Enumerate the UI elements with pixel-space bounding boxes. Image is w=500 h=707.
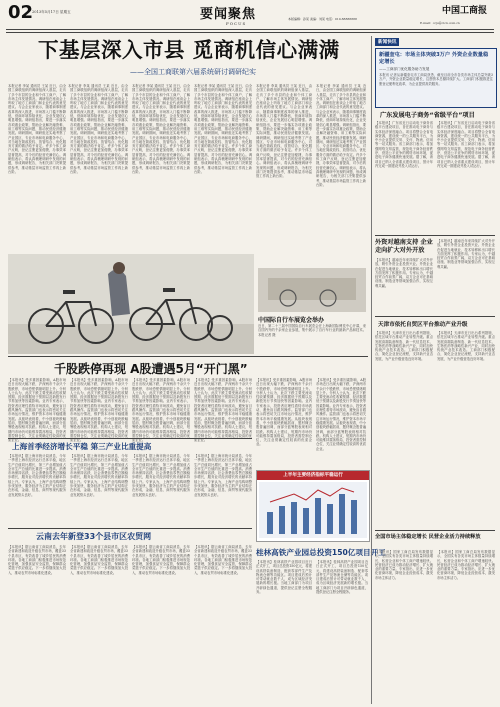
bicycle-illustration: [8, 254, 254, 354]
paper-name: 中国工商报: [442, 6, 488, 16]
sub-a-headline: 上海首季经济增长平稳 第三产业比重提高: [12, 442, 152, 451]
side-feature-box: [375, 48, 497, 108]
date-line: 2013年5月17日 星期五: [32, 10, 71, 14]
side-divider-2: [375, 316, 495, 317]
mid-col-4: 【本报讯】受多重因素影响，A股市场近日出现大幅下跌，沪深两市千余只个股跌停，市场恐慌情绪明显上升。分析人士认为，此次下跌主要受流动性收紧预期、经济数据低于预期以及新股发行节奏加快等因素影响。业内专家表示，投资者应理性看待市场波动，避免盲目跟风操作。监管部门也表示将密切关注市场运行情况，维护资本市场平稳健康发展。从板块表现看，中小创板块跌幅居前，题材概念股普遍回调，而部分蓝筹股表现相对抗跌。机构人士建议，短期内市场仍可能维持震荡格局，投资者需控制仓位，关注业绩确定性较高的优质企业。: [194, 378, 252, 443]
sub-b-col-4: 【本报讯】据云南省工商局消息，去年全省新建和改造升级农贸市场，覆盖33个县市区，有效改善了城乡居民的消费环境。各地工商部门积极推进市场规范化管理，加强食品安全监管，保障群众菜篮子供应稳定。下一步将继续加大投入，推动农贸市场标准化建设。: [194, 545, 252, 575]
side-feature-title: 新疆奎屯：市场主体突破3万户 外资企业数量稳定增长: [379, 52, 489, 65]
mid-headline: 千股跌停再现 A股遭遇5月“开门黑”: [54, 362, 248, 376]
sub-b-col-1: 【本报讯】据云南省工商局消息，去年全省新建和改造升级农贸市场，覆盖33个县市区，有效改善了城乡居民的消费环境。各地工商部门积极推进市场规范化管理，加强食品安全监管，保障群众菜篮子供应稳定。下一步将继续加大投入，推动农贸市场标准化建设。: [8, 545, 66, 575]
mid-col-6: 【本报讯】受多重因素影响，A股市场近日出现大幅下跌，沪深两市千余只个股跌停，市场恐慌情绪明显上升。分析人士认为，此次下跌主要受流动性收紧预期、经济数据低于预期以及新股发行节奏加快等因素影响。业内专家表示，投资者应理性看待市场波动，避免盲目跟风操作。监管部门也表示将密切关注市场运行情况，维护资本市场平稳健康发展。从板块表现看，中小创板块跌幅居前，题材概念股普遍回调，而部分蓝筹股表现相对抗跌。机构人士建议，短期内市场仍可能维持震荡格局，投资者需控制仓位，关注业绩确定性较高的优质企业。: [316, 378, 366, 451]
masthead-rule: [6, 29, 494, 30]
lead-col-3: 本报记者 李某 通讯员 王某 近日，由全国工商联组织的调研组深入基层，走访了多个市县的企业和个体工商户，了解市场主体发展情况。调研组在座谈会上听取了地方工商部门和企业代表的意见建议。与会企业家表示，随着商事制度改革的深入推进，市场准入门槛不断降低，营商环境持续优化，企业发展信心明显增强。调研组指出，要进一步落实各项惠企政策，帮助企业解决融资难、用工难等实际问题，推动民营经济健康发展。调研期间，调研组还实地考察了产业园区、专业市场和电商服务中心，对当地在简政放权、放管结合、优化服务方面的做法给予肯定。许多个体工商户反映，登记注册更加便捷，办事效率显著提高，对今后的经营充满信心。调研组表示，将认真梳理调研中发现的问题，形成调研报告，为相关部门决策提供参考，推动基层市场监管工作再上新台阶。: [132, 84, 190, 174]
mid-col-3: 【本报讯】受多重因素影响，A股市场近日出现大幅下跌，沪深两市千余只个股跌停，市场恐慌情绪明显上升。分析人士认为，此次下跌主要受流动性收紧预期、经济数据低于预期以及新股发行节奏加快等因素影响。业内专家表示，投资者应理性看待市场波动，避免盲目跟风操作。监管部门也表示将密切关注市场运行情况，维护资本市场平稳健康发展。从板块表现看，中小创板块跌幅居前，题材概念股普遍回调，而部分蓝筹股表现相对抗跌。机构人士建议，短期内市场仍可能维持震荡格局，投资者需控制仓位，关注业绩确定性较高的优质企业。: [132, 378, 190, 443]
side-4-col-2: 【本报讯】国家工商总局发布数据显示，全国实有各类市场主体数量持续增长，私营企业和个体工商户增速较快。民营经济已成为推动经济增长、扩大就业的重要力量。专家指出，应进一步优化营商环境，降低企业经营成本，激发市场主体活力。: [437, 550, 495, 580]
caption-image: [258, 268, 366, 312]
side-divider-1: [375, 235, 495, 236]
lead-col-4: 本报记者 李某 通讯员 王某 近日，由全国工商联组织的调研组深入基层，走访了多个市县的企业和个体工商户，了解市场主体发展情况。调研组在座谈会上听取了地方工商部门和企业代表的意见建议。与会企业家表示，随着商事制度改革的深入推进，市场准入门槛不断降低，营商环境持续优化，企业发展信心明显增强。调研组指出，要进一步落实各项惠企政策，帮助企业解决融资难、用工难等实际问题，推动民营经济健康发展。调研期间，调研组还实地考察了产业园区、专业市场和电商服务中心，对当地在简政放权、放管结合、优化服务方面的做法给予肯定。许多个体工商户反映，登记注册更加便捷，办事效率显著提高，对今后的经营充满信心。调研组表示，将认真梳理调研中发现的问题，形成调研报告，为相关部门决策提供参考，推动基层市场监管工作再上新台阶。: [194, 84, 252, 174]
side-3-col-2: 【本报讯】天津市近日出台系列措施，依托区域平台推动产业转型升级。重点发展高端装备制造、新一代信息技术、生物医药等战略性新兴产业，同时加快传统产业技术改造。工商部门积极配合，简化企业登记流程，支持新兴业态发展，为产业升级营造良好环境。: [437, 331, 495, 361]
sub-c-col-2: 【本报讯】桂林高铁产业园项目近日正式开工，项目总投资150亿元，将建设高铁装备制造、配套零部件生产及物流仓储等功能区。项目建成后预计可带动就业数千人，成为区域经济发展新的增长极。当地工商部门为项目开辟绿色通道，提供登记注册全程服务。: [316, 560, 368, 595]
side-2-col-2: 【本报讯】越南近年来持续扩大对外开放，吸引外资企业投资兴业。外资企业在促进当地就业、技术转移和出口增长方面发挥了积极作用。专家认为，中越经贸合作前景广阔，双方企业可在基础设施、制造业等领域加强合作，实现互利共赢。: [437, 239, 495, 269]
chart-box-title: 上半年主要经济指标平稳运行: [257, 471, 369, 480]
side-4-headline: 全国市场主体稳定增长 民营企业活力持续释放: [375, 534, 481, 540]
lead-col-2: 本报记者 李某 通讯员 王某 近日，由全国工商联组织的调研组深入基层，走访了多个市县的企业和个体工商户，了解市场主体发展情况。调研组在座谈会上听取了地方工商部门和企业代表的意见建议。与会企业家表示，随着商事制度改革的深入推进，市场准入门槛不断降低，营商环境持续优化，企业发展信心明显增强。调研组指出，要进一步落实各项惠企政策，帮助企业解决融资难、用工难等实际问题，推动民营经济健康发展。调研期间，调研组还实地考察了产业园区、专业市场和电商服务中心，对当地在简政放权、放管结合、优化服务方面的做法给予肯定。许多个体工商户反映，登记注册更加便捷，办事效率显著提高，对今后的经营充满信心。调研组表示，将认真梳理调研中发现的问题，形成调研报告，为相关部门决策提供参考，推动基层市场监管工作再上新台阶。: [68, 84, 128, 174]
sub-c-col-1: 【本报讯】桂林高铁产业园项目近日正式开工，项目总投资150亿元，将建设高铁装备制造、配套零部件生产及物流仓储等功能区。项目建成后预计可带动就业数千人，成为区域经济发展新的增长极。当地工商部门为项目开辟绿色通道，提供登记注册全程服务。: [256, 560, 312, 595]
sidebar-rule: [371, 36, 372, 704]
divider-mid-bottom: [8, 438, 252, 439]
sub-c-headline: 桂林高铁产业园总投资150亿项目开工: [256, 548, 386, 557]
mid-col-2: 【本报讯】受多重因素影响，A股市场近日出现大幅下跌，沪深两市千余只个股跌停，市场恐慌情绪明显上升。分析人士认为，此次下跌主要受流动性收紧预期、经济数据低于预期以及新股发行节奏加快等因素影响。业内专家表示，投资者应理性看待市场波动，避免盲目跟风操作。监管部门也表示将密切关注市场运行情况，维护资本市场平稳健康发展。从板块表现看，中小创板块跌幅居前，题材概念股普遍回调，而部分蓝筹股表现相对抗跌。机构人士建议，短期内市场仍可能维持震荡格局，投资者需控制仓位，关注业绩确定性较高的优质企业。: [70, 378, 128, 443]
mid-col-1: 【本报讯】受多重因素影响，A股市场近日出现大幅下跌，沪深两市千余只个股跌停，市场恐慌情绪明显上升。分析人士认为，此次下跌主要受流动性收紧预期、经济数据低于预期以及新股发行节奏加快等因素影响。业内专家表示，投资者应理性看待市场波动，避免盲目跟风操作。监管部门也表示将密切关注市场运行情况，维护资本市场平稳健康发展。从板块表现看，中小创板块跌幅居前，题材概念股普遍回调，而部分蓝筹股表现相对抗跌。机构人士建议，短期内市场仍可能维持震荡格局，投资者需控制仓位，关注业绩确定性较高的优质企业。: [8, 378, 66, 443]
chart-box: [256, 470, 370, 542]
side-feature-sub: ——工商部门优化服务助力发展: [379, 67, 430, 71]
photo-caption: [258, 268, 366, 352]
masthead-email: E-mail：ccjs@cicn.com.cn: [420, 21, 460, 25]
side-1-headline: 广东发展电子商务“省级平台”项目: [380, 112, 475, 119]
sub-a-col-1: 【本报讯】据上海市统计局消息，今年一季度上海市经济运行总体平稳，地区生产总值同比增长，第三产业增加值占全市生产总值的比重进一步提高。消费市场保持活跃，社会消费品零售总额稳步增长，服务业对经济增长的贡献率持续上升。专家认为，上海产业结构调整步伐加快，服务经济为主的产业结构正在形成，金融、信息、商贸等现代服务业发展势头良好。: [8, 454, 66, 497]
divider-lead-bottom: [8, 356, 368, 357]
side-2-headline: 外资对越南支持 企业走向扩大对外开放: [375, 239, 433, 254]
side-3-col-1: 【本报讯】天津市近日出台系列措施，依托区域平台推动产业转型升级。重点发展高端装备制造、新一代信息技术、生物医药等战略性新兴产业，同时加快传统产业技术改造。工商部门积极配合，简化企业登记流程，支持新兴业态发展，为产业升级营造良好环境。: [375, 331, 433, 361]
lead-headline: 下基层深入市县 觅商机信心满满: [38, 38, 340, 62]
divider-sub-a-bottom: [8, 528, 252, 529]
masthead-meta: 本版编辑：孙某 美编：刘某 电话：010-88888888: [288, 17, 357, 21]
caption-text: 近日，第二十三届中国国际自行车展览会在上海新国际博览中心开幕，来自国内外的千余家企业参展，集中展示了自行车行业的最新产品和技术。 本报记者 摄: [258, 324, 366, 337]
lead-col-1: 本报记者 李某 通讯员 王某 近日，由全国工商联组织的调研组深入基层，走访了多个市县的企业和个体工商户，了解市场主体发展情况。调研组在座谈会上听取了地方工商部门和企业代表的意见建议。与会企业家表示，随着商事制度改革的深入推进，市场准入门槛不断降低，营商环境持续优化，企业发展信心明显增强。调研组指出，要进一步落实各项惠企政策，帮助企业解决融资难、用工难等实际问题，推动民营经济健康发展。调研期间，调研组还实地考察了产业园区、专业市场和电商服务中心，对当地在简政放权、放管结合、优化服务方面的做法给予肯定。许多个体工商户反映，登记注册更加便捷，办事效率显著提高，对今后的经营充满信心。调研组表示，将认真梳理调研中发现的问题，形成调研报告，为相关部门决策提供参考，推动基层市场监管工作再上新台阶。: [8, 84, 66, 174]
lead-col-6: 本报记者 李某 通讯员 王某 近日，由全国工商联组织的调研组深入基层，走访了多个市县的企业和个体工商户，了解市场主体发展情况。调研组在座谈会上听取了地方工商部门和企业代表的意见建议。与会企业家表示，随着商事制度改革的深入推进，市场准入门槛不断降低，营商环境持续优化，企业发展信心明显增强。调研组指出，要进一步落实各项惠企政策，帮助企业解决融资难、用工难等实际问题，推动民营经济健康发展。调研期间，调研组还实地考察了产业园区、专业市场和电商服务中心，对当地在简政放权、放管结合、优化服务方面的做法给予肯定。许多个体工商户反映，登记注册更加便捷，办事效率显著提高，对今后的经营充满信心。调研组表示，将认真梳理调研中发现的问题，形成调研报告，为相关部门决策提供参考，推动基层市场监管工作再上新台阶。: [316, 84, 366, 187]
sub-b-col-3: 【本报讯】据云南省工商局消息，去年全省新建和改造升级农贸市场，覆盖33个县市区，有效改善了城乡居民的消费环境。各地工商部门积极推进市场规范化管理，加强食品安全监管，保障群众菜篮子供应稳定。下一步将继续加大投入，推动农贸市场标准化建设。: [132, 545, 190, 575]
masthead: [0, 0, 500, 34]
side-divider-3: [375, 530, 495, 531]
bicycle-photo: [8, 254, 254, 354]
side-4-col-1: 【本报讯】国家工商总局发布数据显示，全国实有各类市场主体数量持续增长，私营企业和个体工商户增速较快。民营经济已成为推动经济增长、扩大就业的重要力量。专家指出，应进一步优化营商环境，降低企业经营成本，激发市场主体活力。: [375, 550, 433, 580]
caption-title: 中国际自行车展览会举办: [258, 317, 325, 324]
section-en: FOCUS: [226, 21, 247, 26]
lead-subtitle: ——全国工商联第六届系统研讨调研纪实: [130, 68, 256, 76]
side-1-col-2: 【本报讯】广东省近日启动电子商务省级平台建设项目，旨在推动电子商务与实体经济深度融合。项目将整合全省电商资源，建设统一的公共服务平台，为中小企业提供交易、支付、物流、信用等一站式服务。省工商部门表示，将加强网络交易监管，规范电子商务经营秩序，营造公平竞争的网络市场环境，促进电子商务健康快速发展。据了解，该项目已纳入全省重点建设项目，预计年内完成一期建设并投入试运行。: [437, 121, 495, 168]
masthead-rule-thin: [6, 32, 494, 33]
side-3-headline: 天津市依托自贸区平台推动产业升级: [378, 322, 468, 328]
side-1-col-1: 【本报讯】广东省近日启动电子商务省级平台建设项目，旨在推动电子商务与实体经济深度融合。项目将整合全省电商资源，建设统一的公共服务平台，为中小企业提供交易、支付、物流、信用等一站式服务。省工商部门表示，将加强网络交易监管，规范电子商务经营秩序，营造公平竞争的网络市场环境，促进电子商务健康快速发展。据了解，该项目已纳入全省重点建设项目，预计年内完成一期建设并投入试运行。: [375, 121, 433, 168]
sub-b-headline: 云南去年新登33个县市区农贸网: [36, 532, 152, 541]
section-title: 要闻聚焦: [200, 7, 257, 22]
chart-graphic: [259, 482, 367, 538]
mid-col-5: 【本报讯】受多重因素影响，A股市场近日出现大幅下跌，沪深两市千余只个股跌停，市场恐慌情绪明显上升。分析人士认为，此次下跌主要受流动性收紧预期、经济数据低于预期以及新股发行节奏加快等因素影响。业内专家表示，投资者应理性看待市场波动，避免盲目跟风操作。监管部门也表示将密切关注市场运行情况，维护资本市场平稳健康发展。从板块表现看，中小创板块跌幅居前，题材概念股普遍回调，而部分蓝筹股表现相对抗跌。机构人士建议，短期内市场仍可能维持震荡格局，投资者需控制仓位，关注业绩确定性较高的优质企业。: [256, 378, 312, 447]
sub-a-col-3: 【本报讯】据上海市统计局消息，今年一季度上海市经济运行总体平稳，地区生产总值同比增长，第三产业增加值占全市生产总值的比重进一步提高。消费市场保持活跃，社会消费品零售总额稳步增长，服务业对经济增长的贡献率持续上升。专家认为，上海产业结构调整步伐加快，服务经济为主的产业结构正在形成，金融、信息、商贸等现代服务业发展势头良好。: [132, 454, 190, 497]
caption-photo: [258, 268, 366, 312]
page-number: 02: [8, 2, 34, 23]
sub-a-col-4: 【本报讯】据上海市统计局消息，今年一季度上海市经济运行总体平稳，地区生产总值同比增长，第三产业增加值占全市生产总值的比重进一步提高。消费市场保持活跃，社会消费品零售总额稳步增长，服务业对经济增长的贡献率持续上升。专家认为，上海产业结构调整步伐加快，服务经济为主的产业结构正在形成，金融、信息、商贸等现代服务业发展势头良好。: [194, 454, 252, 497]
side-2-col-1: 【本报讯】越南近年来持续扩大对外开放，吸引外资企业投资兴业。外资企业在促进当地就业、技术转移和出口增长方面发挥了积极作用。专家认为，中越经贸合作前景广阔，双方企业可在基础设施、制造业等领域加强合作，实现互利共赢。: [375, 258, 433, 288]
sub-a-col-2: 【本报讯】据上海市统计局消息，今年一季度上海市经济运行总体平稳，地区生产总值同比增长，第三产业增加值占全市生产总值的比重进一步提高。消费市场保持活跃，社会消费品零售总额稳步增长，服务业对经济增长的贡献率持续上升。专家认为，上海产业结构调整步伐加快，服务经济为主的产业结构正在形成，金融、信息、商贸等现代服务业发展势头良好。: [70, 454, 128, 497]
side-feature-body: 本报讯 记者从新疆奎屯市工商局获悉，截至目前全市各类市场主体总量突破3万户，外资企业数量稳定增长，注册资本总额持续扩大。工商部门积极推进注册登记便利化改革，为企业提供高效服务。: [379, 73, 493, 86]
lead-col-5: 本报记者 李某 通讯员 王某 近日，由全国工商联组织的调研组深入基层，走访了多个市县的企业和个体工商户，了解市场主体发展情况。调研组在座谈会上听取了地方工商部门和企业代表的意见建议。与会企业家表示，随着商事制度改革的深入推进，市场准入门槛不断降低，营商环境持续优化，企业发展信心明显增强。调研组指出，要进一步落实各项惠企政策，帮助企业解决融资难、用工难等实际问题，推动民营经济健康发展。调研期间，调研组还实地考察了产业园区、专业市场和电商服务中心，对当地在简政放权、放管结合、优化服务方面的做法给予肯定。许多个体工商户反映，登记注册更加便捷，办事效率显著提高，对今后的经营充满信心。调研组表示，将认真梳理调研中发现的问题，形成调研报告，为相关部门决策提供参考，推动基层市场监管工作再上新台阶。: [256, 84, 312, 179]
sub-b-col-2: 【本报讯】据云南省工商局消息，去年全省新建和改造升级农贸市场，覆盖33个县市区，有效改善了城乡居民的消费环境。各地工商部门积极推进市场规范化管理，加强食品安全监管，保障群众菜篮子供应稳定。下一步将继续加大投入，推动农贸市场标准化建设。: [70, 545, 128, 575]
side-header-label: 新闻快讯: [375, 38, 399, 46]
